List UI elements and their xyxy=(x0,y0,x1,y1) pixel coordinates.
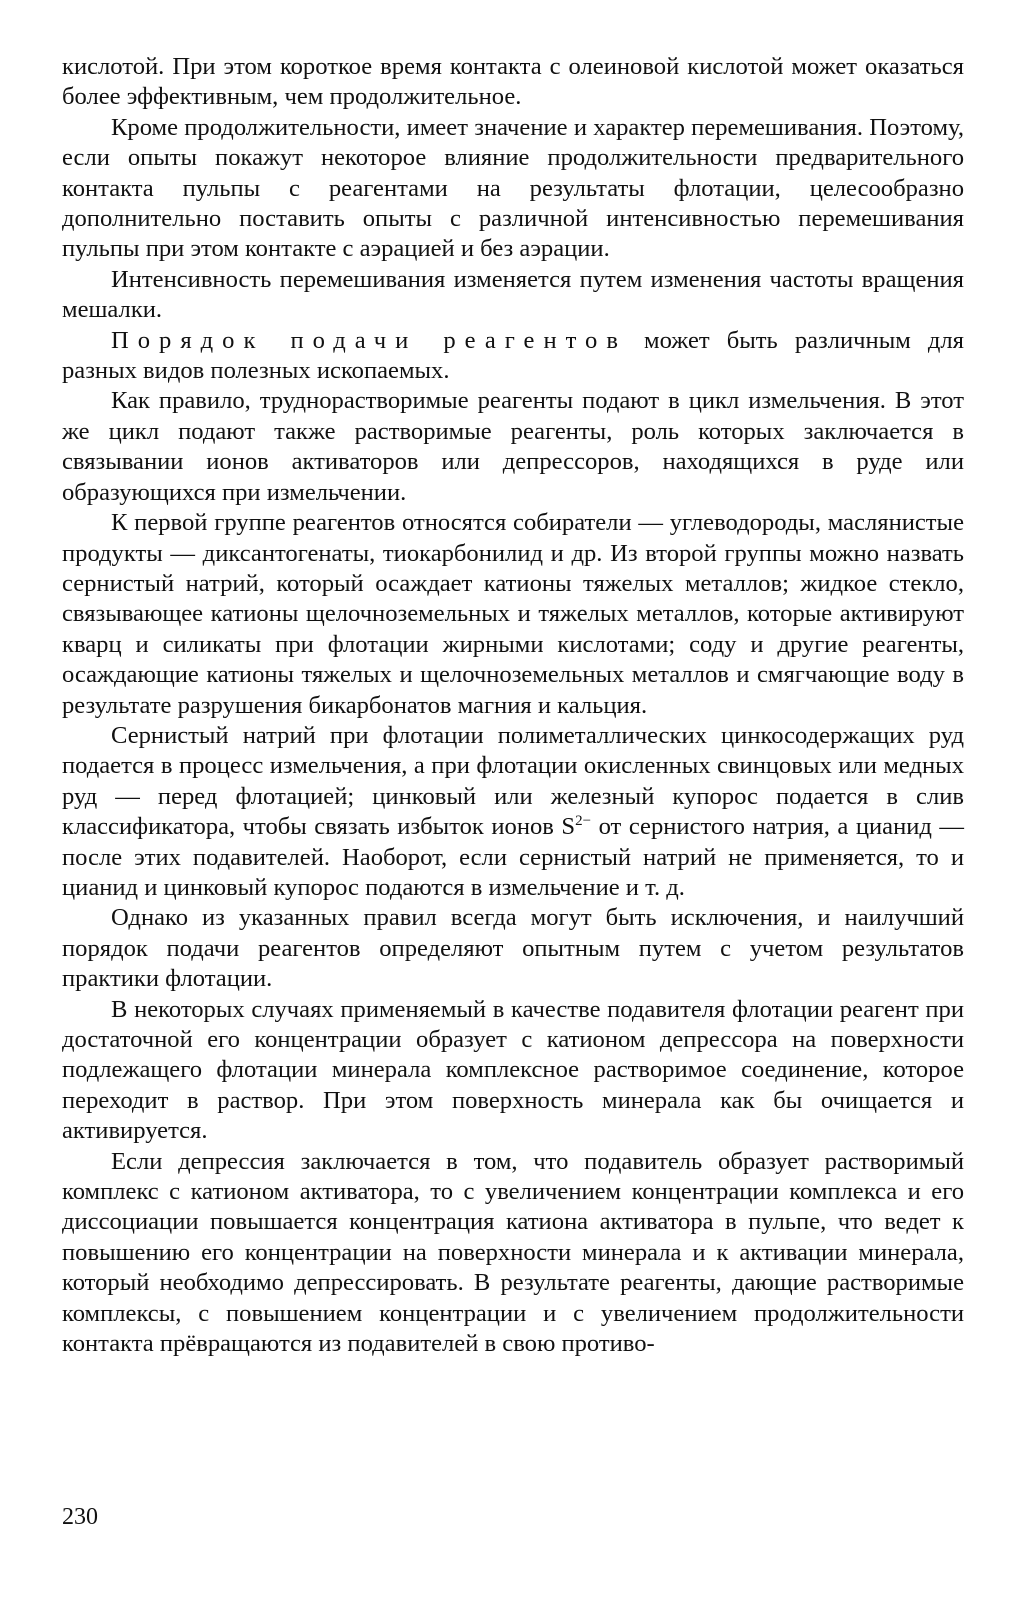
paragraph-4-rest: может быть различным для разных видов полезных ископаемых. xyxy=(62,326,964,385)
page-body xyxy=(62,52,964,1359)
paragraph-4 xyxy=(62,326,964,387)
paragraph-7 xyxy=(62,721,964,903)
paragraph-10: Если депрессия заключается в том, что подавитель образует растворимый комплекс с катионом активатора, то с увеличением концентрации комплекса и его диссоциации повышается концентрация катиона активатора в пульпе, что ведет к повышению его концентрации на поверхности минерала и к активации минерала, который необходимо депрессировать. В результате реагенты, дающие растворимые комплексы, с повышением концентрации и с увеличением продолжительности контакта прёвращаются из подавителей в свою противо- xyxy=(62,1147,964,1358)
paragraph-9: В некоторых случаях применяемый в качестве подавителя флотации реагент при достаточной его концентрации образует с катионом депрессора на поверхности подлежащего флотации минерала комплексное растворимое соединение, которое переходит в раствор. При этом поверхность минерала как бы очищается и активируется. xyxy=(62,995,964,1145)
paragraph-6: К первой группе реагентов относятся собиратели — углеводороды, маслянистые продукты — диксантогенаты, тиокарбонилид и др. Из второй группы можно назвать сернистый натрий, который осаждает катионы тяжелых металлов; жидкое стекло, связывающее катионы щелочноземельных и тяжелых металлов, которые активируют кварц и силикаты при флотации жирными кислотами; соду и другие реагенты, осаждающие катионы тяжелых и щелочноземельных металлов и смягчающие воду в результате разрушения бикарбонатов магния и кальция. xyxy=(62,509,964,719)
paragraph-1: кислотой. При этом короткое время контакта с олеиновой кислотой может оказаться более эффективным, чем продолжительное. xyxy=(62,53,964,111)
paragraph-2: Кроме продолжительности, имеет значение и характер перемешивания. Поэтому, если опыты покажут некоторое влияние продолжительности предварительного контакта пульпы с реагентами на результаты флотации, целесообразно дополнительно поставить опыты с различной интенсивностью перемешивания пульпы при этом контакте с аэрацией и без аэрации. xyxy=(62,113,964,263)
paragraph-5: Как правило, труднорастворимые реагенты подают в цикл измельчения. В этот же цикл подают также растворимые реагенты, роль которых заключается в связывании ионов активаторов или депрессоров, находящихся в руде или образующихся при измельчении. xyxy=(62,387,964,506)
paragraph-8: Однако из указанных правил всегда могут быть исключения, и наилучший порядок подачи реагентов определяют опытным путем с учетом результатов практики флотации. xyxy=(62,904,964,993)
paragraph-7-before: Сернистый натрий при флотации полиметаллических цинкосодержащих руд подается в процесс измельчения, а при флотации окисленных свинцовых или медных руд — перед флотацией; цинковый или железный купорос подается в слив классификатора, чтобы связать избыток ионов S xyxy=(62,721,964,841)
spaced-heading: Порядок подачи реагентов xyxy=(111,326,627,354)
ion-charge-superscript: 2− xyxy=(575,812,592,829)
paragraph-3: Интенсивность перемешивания изменяется путем изменения частоты вращения мешалки. xyxy=(62,265,964,324)
page-number: 230 xyxy=(62,1504,98,1530)
paragraph-7-after: от сернистого натрия, а цианид — после этих подавителей. Наоборот, если сернистый натрий не применяется, то и цианид и цинковый купорос подаются в измельчение и т. д. xyxy=(62,813,965,901)
